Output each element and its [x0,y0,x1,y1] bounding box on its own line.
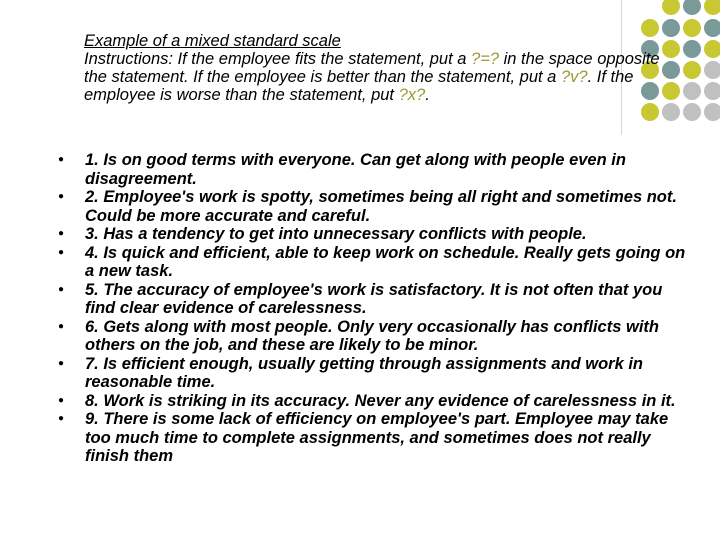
decor-dot [704,0,720,15]
statement-text: 9. There is some lack of efficiency on employee's part. Employee may take too much time to complete assignments, and sometimes does not really finish them [85,410,669,465]
decor-dot [662,103,680,121]
bullet-icon: ● [58,154,65,165]
decor-dot [683,0,701,15]
decor-dot [704,82,720,100]
bullet-icon: ● [58,246,65,258]
statement-text: 3. Has a tendency to get into unnecessary conflicts with people. [85,225,587,243]
decor-dot [683,103,701,121]
decor-dot [683,40,701,58]
mark-worse: ?x? [398,86,426,104]
bullet-icon: ● [58,228,65,239]
bullet-icon: ● [58,357,65,369]
decor-dot [704,40,720,58]
list-item [57,188,697,225]
decor-dot [683,61,701,79]
list-item [57,225,697,244]
instructions-text-part: . [425,86,430,104]
instructions-text-part: . If the employee is worse than the statement, put [84,68,634,104]
statement-text: 2. Employee's work is spotty, sometimes being all right and sometimes not. Could be more accurate and careful. [85,188,677,225]
list-item [57,281,697,318]
decor-dot [704,61,720,79]
statement-text: 6. Gets along with most people. Only very occasionally has conflicts with others on the job, and these are likely to be minor. [85,317,659,354]
bullet-icon: ● [58,413,65,424]
list-item [57,318,697,355]
list-item [57,244,697,281]
mark-better: ?v? [560,68,588,86]
statement-text: 8. Work is striking in its accuracy. Never any evidence of carelessness in it. [85,391,676,410]
bullet-icon: ● [58,320,65,332]
statement-text: 4. Is quick and efficient, able to keep work on schedule. Really gets going on a new task. [85,243,686,280]
decor-dot [683,82,701,100]
instructions-block [84,32,684,104]
decor-dot [641,103,659,121]
mark-equal: ?=? [471,50,500,68]
statement-text: 5. The accuracy of employee's work is satisfactory. It is not often that you find clear evidence of carelessness. [85,280,663,317]
list-item [57,355,697,392]
page-title: Example of a mixed standard scale [84,32,341,50]
instructions-text-part: Instructions: If the employee fits the statement, put a [84,50,472,68]
list-item [57,151,697,188]
decor-dot [704,103,720,121]
statement-text: 7. Is efficient enough, usually getting through assignments and work in reasonable time. [85,354,644,391]
decor-dot [662,0,680,15]
list-item [57,392,697,411]
bullet-icon: ● [58,191,65,202]
decor-dot [683,19,701,37]
bullet-icon: ● [58,283,65,295]
statement-text: 1. Is on good terms with everyone. Can get along with people even in disagreement. [85,151,626,188]
bullet-icon: ● [58,394,65,406]
statement-list [57,151,697,466]
instructions-text-part: in the space opposite the statement. If the employee is better than the statement, put a [84,50,660,86]
list-item [57,410,697,466]
decor-dot [704,19,720,37]
